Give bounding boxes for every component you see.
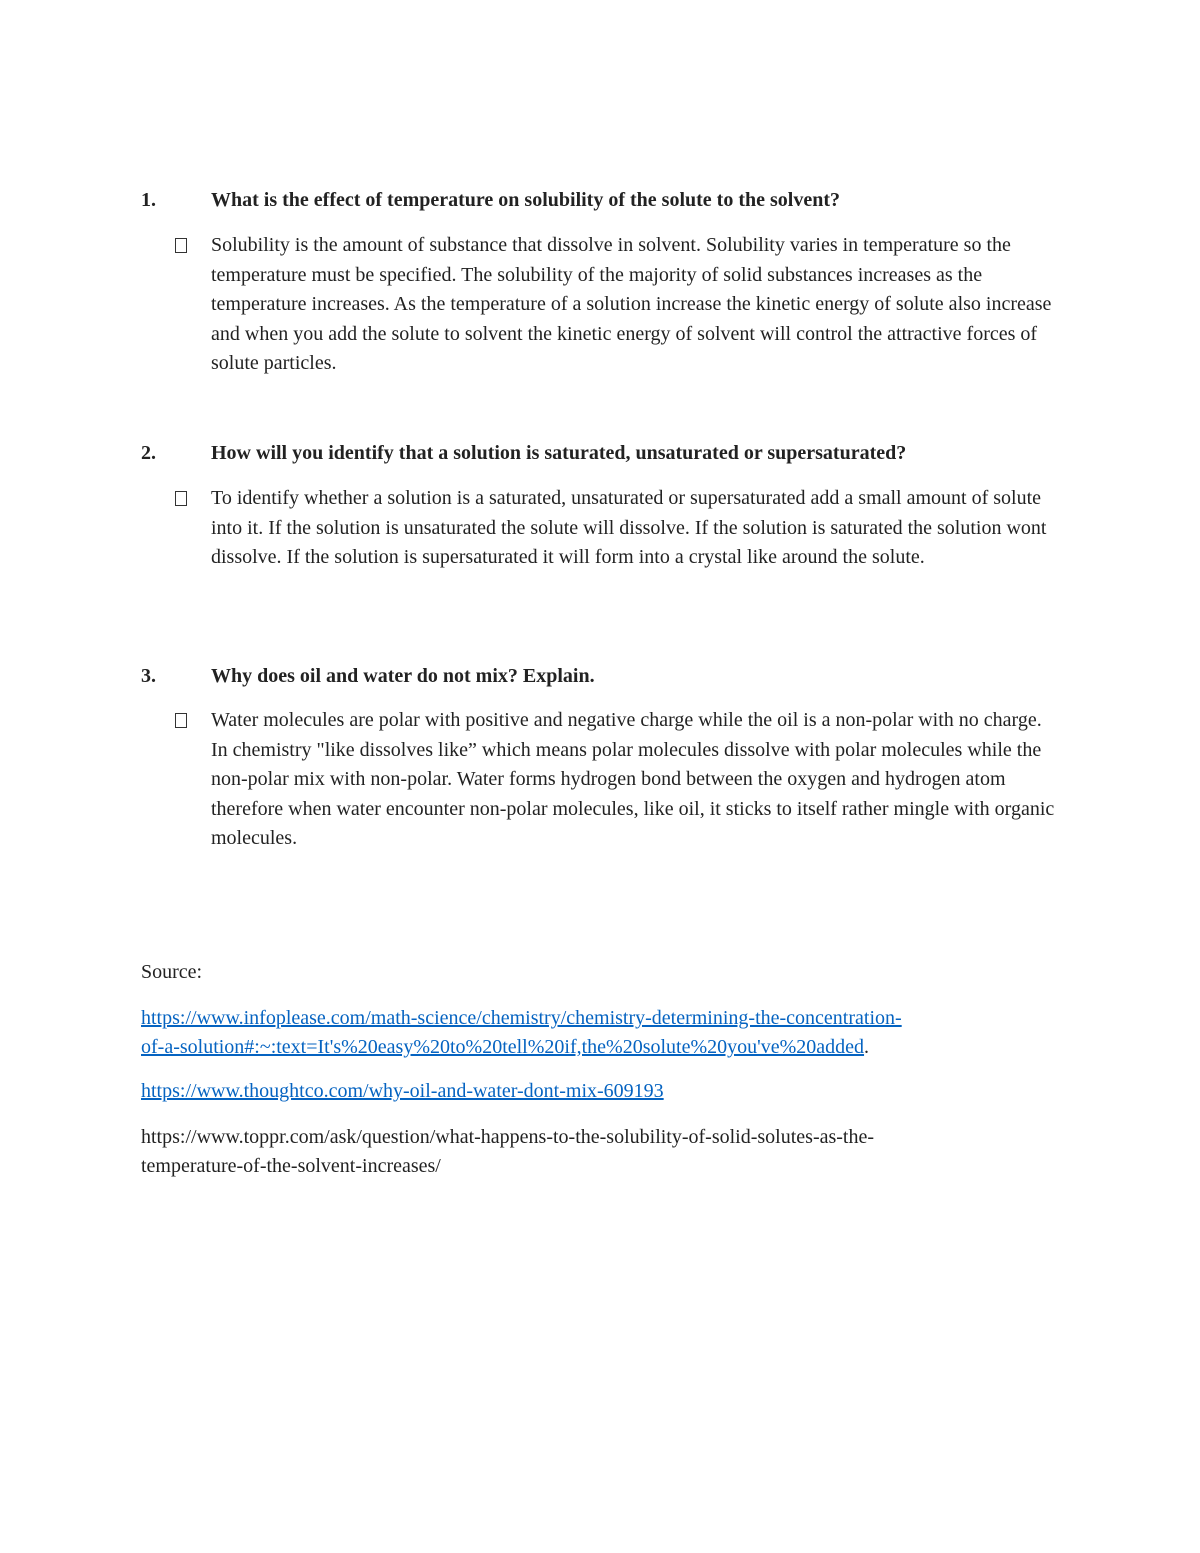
- question-text: What is the effect of temperature on solubility of the solute to the solvent?: [211, 189, 840, 211]
- source-link-1[interactable]: [141, 1004, 902, 1062]
- question-number: 2.: [141, 442, 156, 464]
- question-text: How will you identify that a solution is saturated, unsaturated or supersaturated?: [211, 442, 907, 464]
- source-url-3: [141, 1123, 874, 1181]
- bullet-box-icon: [175, 238, 187, 253]
- bullet-box-icon: [175, 713, 187, 728]
- answer-text: Solubility is the amount of substance that dissolve in solvent. Solubility varies in temperature so the temperature must be specified. The solubility of the majority of solid substances increases as the temperature increases. As the temperature of a solution increase the kinetic energy of solute also increase and when you add the solute to solvent the kinetic energy of solvent will control the attractive forces of solute particles.: [211, 234, 1052, 374]
- source-link-1-line-2[interactable]: of-a-solution#:~:text=It's%20easy%20to%20tell%20if,the%20solute%20you've%20added: [141, 1036, 865, 1058]
- question-number: 3.: [141, 665, 156, 687]
- bullet-box-icon: [175, 491, 187, 506]
- answer-text: To identify whether a solution is a saturated, unsaturated or supersaturated add a small amount of solute into it. If the solution is unsaturated the solute will dissolve. If the solution is saturated the solution wont dissolve. If the solution is supersaturated it will form into a crystal like around the solute.: [211, 487, 1047, 568]
- source-link-2[interactable]: [141, 1077, 664, 1106]
- question-number: 1.: [141, 189, 156, 211]
- source-link-2-text[interactable]: https://www.thoughtco.com/why-oil-and-water-dont-mix-609193: [141, 1080, 664, 1102]
- source-label: Source:: [141, 961, 203, 983]
- answer-text: Water molecules are polar with positive and negative charge while the oil is a non-polar with no charge. In chemistry "like dissolves like” which means polar molecules dissolve with polar molecules while the non-polar mix with non-polar. Water forms hydrogen bond between the oxygen and hydrogen atom therefore when water encounter non-polar molecules, like oil, it sticks to itself rather mingle with organic molecules.: [211, 709, 1055, 849]
- source-url-3-line-2: temperature-of-the-solvent-increases/: [141, 1155, 441, 1177]
- source-link-1-period: .: [864, 1036, 870, 1058]
- source-url-3-line-1: https://www.toppr.com/ask/question/what-happens-to-the-solubility-of-solid-solutes-as-the-: [141, 1126, 875, 1148]
- question-text: Why does oil and water do not mix? Explain.: [211, 665, 595, 687]
- source-link-1-line-1[interactable]: https://www.infoplease.com/math-science/chemistry/chemistry-determining-the-concentration-: [141, 1007, 902, 1029]
